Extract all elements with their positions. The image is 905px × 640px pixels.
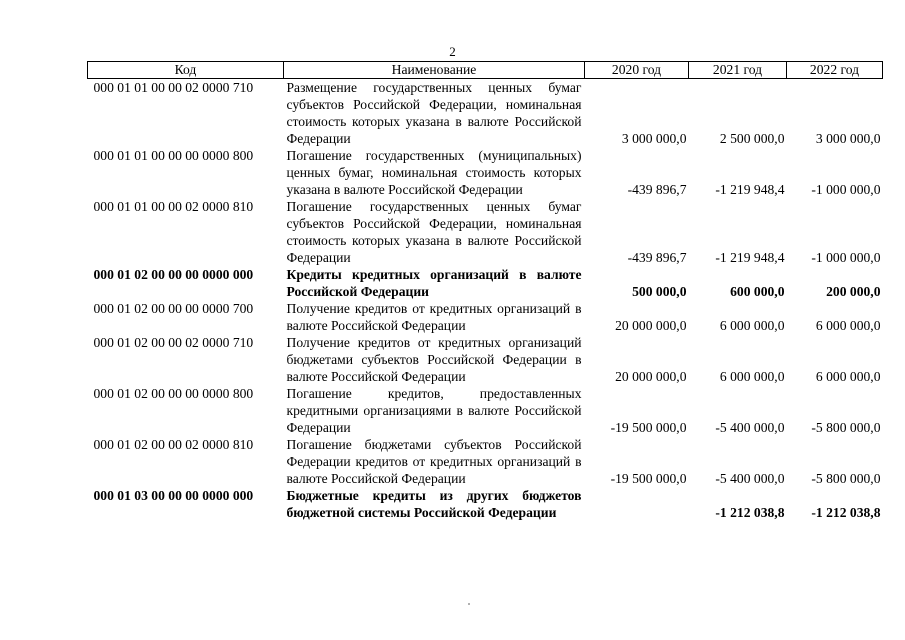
row-value-2022: -5 800 000,0 [811, 471, 881, 486]
header-year-2020: 2020 год [585, 62, 689, 79]
row-value-2020 [585, 487, 689, 521]
row-value-2022: 3 000 000,0 [815, 131, 881, 146]
row-code: 000 01 02 00 00 00 0000 000 [93, 267, 254, 282]
row-code: 000 01 03 00 00 00 0000 000 [93, 488, 254, 503]
row-name: Кредиты кредитных организаций в валюте Российской Федерации [286, 267, 582, 299]
row-name: Получение кредитов от кредитных организаций в валюте Российской Федерации [286, 301, 582, 333]
header-code: Код [88, 62, 284, 79]
row-value-2022: 200 000,0 [826, 284, 881, 299]
page-number: 2 [449, 44, 456, 59]
row-value-2021: -1 212 038,8 [715, 505, 785, 520]
row-name: Получение кредитов от кредитных организаций бюджетами субъектов Российской Федерации в валюте Российской Федерации [286, 335, 582, 384]
header-year-2022: 2022 год [787, 62, 883, 79]
row-value-2021: 600 000,0 [730, 284, 785, 299]
row-name: Бюджетные кредиты из других бюджетов бюджетной системы Российской Федерации [286, 488, 582, 520]
row-name: Размещение государственных ценных бумаг субъектов Российской Федерации, номинальная стоимость которых указана в валюте Российской Федерации [286, 80, 582, 146]
table-row [88, 266, 883, 300]
row-code: 000 01 01 00 00 02 0000 710 [93, 80, 254, 95]
table-row [88, 487, 883, 521]
row-value-2022: -1 000 000,0 [811, 182, 881, 197]
row-name: Погашение бюджетами субъектов Российской Федерации кредитов от кредитных организаций в валюте Российской Федерации [286, 437, 582, 486]
row-value-2022: 6 000 000,0 [815, 369, 881, 384]
row-value-2020: -439 896,7 [627, 250, 687, 265]
row-value-2020: -19 500 000,0 [610, 471, 687, 486]
row-value-2020: 3 000 000,0 [621, 131, 687, 146]
row-value-2020: 20 000 000,0 [615, 369, 687, 384]
row-code: 000 01 01 00 00 00 0000 800 [93, 148, 254, 163]
row-code: 000 01 02 00 00 00 0000 700 [93, 301, 254, 316]
table-row [88, 436, 883, 487]
row-value-2020: 500 000,0 [632, 284, 687, 299]
row-value-2022: -1 000 000,0 [811, 250, 881, 265]
table-row [88, 385, 883, 436]
row-value-2022: -5 800 000,0 [811, 420, 881, 435]
table-row [88, 334, 883, 385]
table-row [88, 198, 883, 266]
row-value-2022: 6 000 000,0 [815, 318, 881, 333]
row-value-2022: -1 212 038,8 [811, 505, 881, 520]
row-value-2021: 6 000 000,0 [719, 369, 785, 384]
row-value-2021: -5 400 000,0 [715, 420, 785, 435]
sources-table [87, 61, 883, 521]
row-code: 000 01 01 00 00 02 0000 810 [93, 199, 254, 214]
row-name: Погашение государственных (муниципальных) ценных бумаг, номинальная стоимость которых указана в валюте Российской Федерации [286, 148, 582, 197]
row-code: 000 01 02 00 00 02 0000 810 [93, 437, 254, 452]
row-value-2021: -5 400 000,0 [715, 471, 785, 486]
row-value-2021: -1 219 948,4 [715, 250, 785, 265]
table-row [88, 147, 883, 198]
row-code: 000 01 02 00 00 00 0000 800 [93, 386, 254, 401]
row-value-2021: 6 000 000,0 [719, 318, 785, 333]
row-name: Погашение государственных ценных бумаг субъектов Российской Федерации, номинальная стоимость которых указана в валюте Российской Федерации [286, 199, 582, 265]
table-row [88, 79, 883, 148]
row-value-2020: 20 000 000,0 [615, 318, 687, 333]
row-value-2020: -439 896,7 [627, 182, 687, 197]
table-header-row [88, 62, 883, 79]
row-value-2021: -1 219 948,4 [715, 182, 785, 197]
row-code: 000 01 02 00 00 02 0000 710 [93, 335, 254, 350]
table-row [88, 300, 883, 334]
row-value-2020: -19 500 000,0 [610, 420, 687, 435]
scan-speck [468, 603, 470, 605]
header-name: Наименование [284, 62, 585, 79]
row-value-2021: 2 500 000,0 [719, 131, 785, 146]
row-name: Погашение кредитов, предоставленных кредитными организациями в валюте Российской Федерации [286, 386, 582, 435]
header-year-2021: 2021 год [689, 62, 787, 79]
